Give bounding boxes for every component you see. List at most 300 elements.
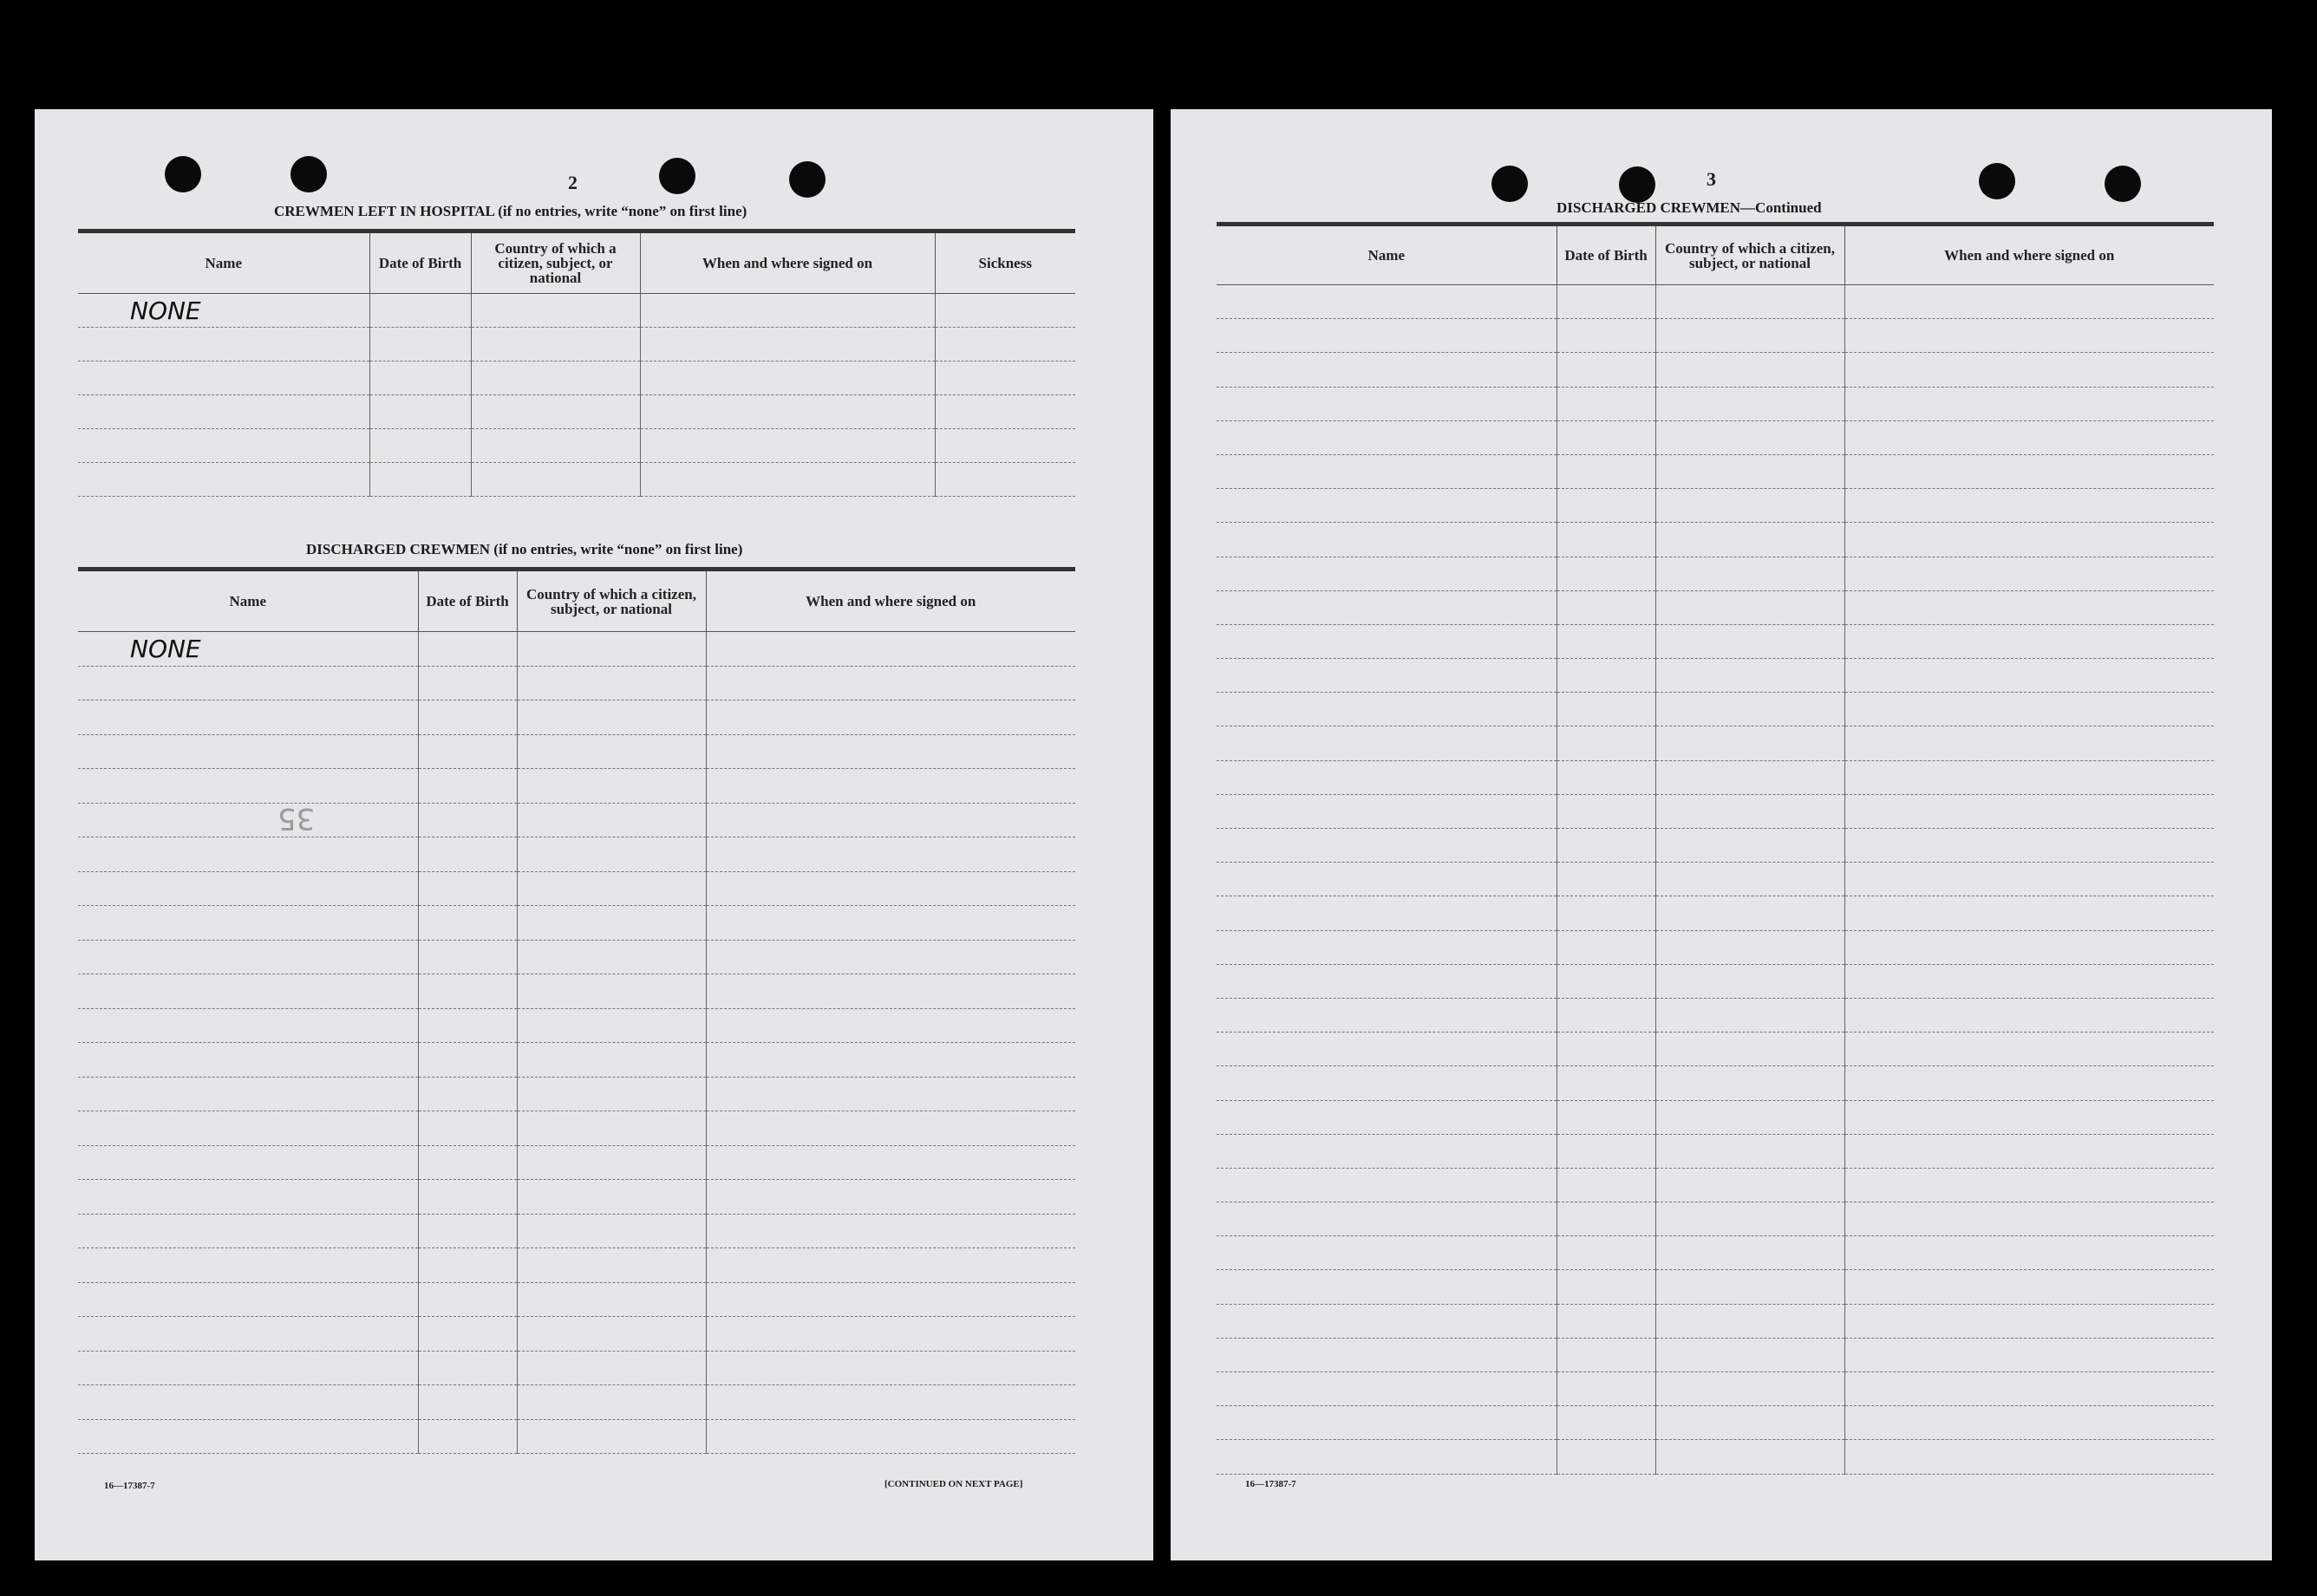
table-cell[interactable] xyxy=(706,803,1075,837)
table-cell[interactable] xyxy=(1217,1100,1557,1134)
table-cell[interactable] xyxy=(78,1077,418,1111)
table-cell[interactable] xyxy=(1217,760,1557,794)
table-cell[interactable] xyxy=(1217,420,1557,454)
table-cell[interactable] xyxy=(1844,863,2214,896)
table-cell[interactable] xyxy=(1655,523,1844,557)
table-cell[interactable] xyxy=(1844,1236,2214,1270)
table-cell[interactable] xyxy=(706,837,1075,872)
table-cell[interactable] xyxy=(706,1419,1075,1454)
table-cell[interactable] xyxy=(78,463,369,497)
table-cell[interactable] xyxy=(517,974,706,1009)
table-cell[interactable] xyxy=(1655,1066,1844,1100)
table-cell[interactable] xyxy=(706,700,1075,735)
page-number: 3 xyxy=(1707,168,1716,190)
table-cell[interactable] xyxy=(1844,896,2214,930)
table-cell[interactable] xyxy=(1844,319,2214,353)
table-cell[interactable] xyxy=(1655,794,1844,828)
table-cell[interactable] xyxy=(1655,930,1844,964)
table-cell[interactable] xyxy=(1217,1202,1557,1236)
table-row xyxy=(78,734,1075,769)
table-cell[interactable] xyxy=(1655,998,1844,1032)
table-cell[interactable] xyxy=(1844,624,2214,658)
table-cell[interactable] xyxy=(78,974,418,1009)
table-cell[interactable] xyxy=(418,1008,517,1043)
table-cell[interactable] xyxy=(418,1317,517,1352)
table-cell[interactable] xyxy=(706,769,1075,804)
table-cell[interactable] xyxy=(706,632,1075,667)
table-cell[interactable] xyxy=(1655,420,1844,454)
table-cell[interactable] xyxy=(517,1248,706,1283)
table-cell[interactable] xyxy=(1655,693,1844,726)
table-cell[interactable] xyxy=(78,1317,418,1352)
table-cell[interactable] xyxy=(1844,693,2214,726)
table-cell[interactable] xyxy=(706,974,1075,1009)
table-cell[interactable] xyxy=(1557,1440,1655,1474)
discharged-title-text: DISCHARGED CREWMEN xyxy=(306,541,491,557)
table-cell[interactable] xyxy=(1655,557,1844,590)
column-header: Name xyxy=(78,231,369,294)
table-cell[interactable] xyxy=(706,666,1075,700)
table-cell[interactable] xyxy=(418,769,517,804)
table-cell[interactable] xyxy=(78,700,418,735)
punch-hole xyxy=(165,156,201,192)
table-cell[interactable] xyxy=(78,666,418,700)
table-cell[interactable] xyxy=(1844,964,2214,998)
table-cell[interactable] xyxy=(517,837,706,872)
table-cell[interactable] xyxy=(706,1317,1075,1352)
table-cell[interactable] xyxy=(418,871,517,906)
table-cell[interactable] xyxy=(78,362,369,395)
table-cell[interactable] xyxy=(1844,454,2214,488)
table-cell[interactable] xyxy=(1217,726,1557,760)
table-cell[interactable] xyxy=(78,837,418,872)
hospital-title-text: CREWMEN LEFT IN HOSPITAL xyxy=(274,203,494,219)
form-number: 16—17387-7 xyxy=(1245,1479,1296,1489)
table-cell[interactable] xyxy=(1844,1134,2214,1168)
table-cell[interactable] xyxy=(1844,1168,2214,1202)
table-row xyxy=(78,395,1075,429)
table-cell[interactable] xyxy=(418,1419,517,1454)
table-cell[interactable] xyxy=(935,328,1075,362)
table-cell[interactable] xyxy=(1557,659,1655,693)
table-cell[interactable] xyxy=(1217,523,1557,557)
table-cell[interactable] xyxy=(706,871,1075,906)
table-cell[interactable] xyxy=(1844,387,2214,420)
table-cell[interactable] xyxy=(1557,1406,1655,1440)
table-cell[interactable] xyxy=(517,1351,706,1385)
table-cell[interactable] xyxy=(517,1180,706,1215)
hospital-section-title xyxy=(274,203,747,220)
table-cell[interactable] xyxy=(517,700,706,735)
table-cell[interactable] xyxy=(1557,1066,1655,1100)
table-cell[interactable] xyxy=(1217,1168,1557,1202)
table-cell[interactable] xyxy=(1655,319,1844,353)
table-cell[interactable] xyxy=(1557,964,1655,998)
column-header: When and where signed on xyxy=(640,231,935,294)
table-cell[interactable] xyxy=(1557,1033,1655,1066)
table-cell[interactable] xyxy=(78,1043,418,1078)
table-cell[interactable] xyxy=(78,429,369,463)
table-cell[interactable] xyxy=(1655,285,1844,319)
table-cell[interactable] xyxy=(471,328,640,362)
table-cell[interactable] xyxy=(1217,659,1557,693)
table-cell[interactable] xyxy=(517,666,706,700)
table-cell[interactable] xyxy=(1217,964,1557,998)
table-row xyxy=(78,1077,1075,1111)
table-cell[interactable] xyxy=(1557,285,1655,319)
table-cell[interactable] xyxy=(1557,1304,1655,1338)
table-cell[interactable] xyxy=(935,362,1075,395)
table-cell[interactable] xyxy=(1844,829,2214,863)
table-cell[interactable] xyxy=(1557,353,1655,387)
table-cell[interactable] xyxy=(418,1282,517,1317)
table-cell[interactable] xyxy=(706,1145,1075,1180)
table-cell[interactable] xyxy=(418,974,517,1009)
table-cell[interactable] xyxy=(78,906,418,941)
table-cell[interactable] xyxy=(1655,1338,1844,1371)
table-cell[interactable] xyxy=(418,1043,517,1078)
table-cell[interactable] xyxy=(78,1180,418,1215)
table-cell[interactable] xyxy=(1655,353,1844,387)
table-cell[interactable] xyxy=(418,1077,517,1111)
table-cell[interactable] xyxy=(78,1145,418,1180)
table-cell[interactable] xyxy=(1557,454,1655,488)
table-cell[interactable] xyxy=(1844,794,2214,828)
table-cell[interactable] xyxy=(1557,794,1655,828)
table-cell[interactable] xyxy=(1844,420,2214,454)
table-cell[interactable] xyxy=(1655,829,1844,863)
table-cell[interactable] xyxy=(418,1385,517,1420)
table-cell[interactable] xyxy=(1844,590,2214,624)
table-cell[interactable] xyxy=(1844,726,2214,760)
table-cell[interactable] xyxy=(1557,1134,1655,1168)
table-cell[interactable] xyxy=(1217,998,1557,1032)
table-cell[interactable] xyxy=(1557,693,1655,726)
table-cell[interactable] xyxy=(706,1043,1075,1078)
table-cell[interactable] xyxy=(1557,726,1655,760)
table-cell[interactable] xyxy=(1655,489,1844,523)
table-cell[interactable] xyxy=(1217,1440,1557,1474)
table-cell[interactable] xyxy=(706,1248,1075,1283)
table-cell[interactable] xyxy=(418,906,517,941)
table-cell[interactable] xyxy=(706,1282,1075,1317)
table-cell[interactable] xyxy=(1844,998,2214,1032)
punch-hole xyxy=(1619,166,1655,203)
table-row xyxy=(1217,624,2214,658)
table-cell[interactable] xyxy=(1844,1338,2214,1371)
table-cell[interactable] xyxy=(1217,896,1557,930)
table-cell[interactable] xyxy=(1844,760,2214,794)
table-cell[interactable] xyxy=(1844,1202,2214,1236)
table-cell[interactable] xyxy=(78,769,418,804)
table-cell[interactable] xyxy=(935,395,1075,429)
table-cell[interactable] xyxy=(1557,1338,1655,1371)
table-cell[interactable] xyxy=(78,1214,418,1248)
table-cell[interactable] xyxy=(1844,1372,2214,1406)
table-cell[interactable] xyxy=(1557,1270,1655,1304)
table-cell[interactable] xyxy=(78,328,369,362)
punch-hole xyxy=(1979,163,2015,199)
table-cell[interactable] xyxy=(1217,1304,1557,1338)
table-cell[interactable] xyxy=(1655,964,1844,998)
table-cell[interactable] xyxy=(418,940,517,974)
table-cell[interactable] xyxy=(1217,1270,1557,1304)
table-row xyxy=(78,463,1075,497)
table-cell[interactable] xyxy=(1844,1100,2214,1134)
table-cell[interactable] xyxy=(1844,930,2214,964)
table-cell[interactable] xyxy=(706,940,1075,974)
table-row xyxy=(78,1180,1075,1215)
table-cell[interactable] xyxy=(78,940,418,974)
table-cell[interactable] xyxy=(1655,624,1844,658)
table-cell[interactable] xyxy=(471,429,640,463)
table-cell[interactable] xyxy=(1217,353,1557,387)
table-cell[interactable] xyxy=(1844,1066,2214,1100)
table-cell[interactable] xyxy=(1655,1372,1844,1406)
table-cell[interactable] xyxy=(1655,1270,1844,1304)
table-cell[interactable] xyxy=(1844,1406,2214,1440)
table-cell[interactable] xyxy=(935,429,1075,463)
table-cell[interactable] xyxy=(517,803,706,837)
column-header: Country of which a citizen, subject, or national xyxy=(1655,225,1844,285)
discharged-title-note: (if no entries, write “none” on first line) xyxy=(493,541,743,557)
table-cell[interactable] xyxy=(1557,829,1655,863)
table-cell[interactable] xyxy=(1217,557,1557,590)
table-row xyxy=(1217,998,2214,1032)
table-cell[interactable] xyxy=(1557,319,1655,353)
table-row xyxy=(1217,1270,2214,1304)
table-row xyxy=(78,666,1075,700)
table-cell[interactable] xyxy=(1844,557,2214,590)
table-cell[interactable] xyxy=(1217,1066,1557,1100)
table-cell[interactable] xyxy=(1655,1033,1844,1066)
table-cell[interactable] xyxy=(1844,1033,2214,1066)
table-cell[interactable] xyxy=(78,395,369,429)
table-cell[interactable] xyxy=(418,1214,517,1248)
table-cell[interactable] xyxy=(1844,1440,2214,1474)
table-cell[interactable] xyxy=(1655,659,1844,693)
table-cell[interactable] xyxy=(517,1043,706,1078)
table-cell[interactable] xyxy=(369,395,471,429)
table-cell[interactable] xyxy=(517,871,706,906)
table-cell[interactable] xyxy=(1557,896,1655,930)
table-cell[interactable] xyxy=(640,429,935,463)
table-cell[interactable] xyxy=(1217,319,1557,353)
table-cell[interactable] xyxy=(640,294,935,328)
table-cell[interactable] xyxy=(706,1351,1075,1385)
table-cell[interactable] xyxy=(1217,1236,1557,1270)
table-cell[interactable] xyxy=(418,1111,517,1146)
table-cell[interactable] xyxy=(706,1385,1075,1420)
table-cell[interactable] xyxy=(1557,557,1655,590)
table-cell[interactable] xyxy=(517,1111,706,1146)
table-cell[interactable] xyxy=(1844,1270,2214,1304)
table-cell[interactable] xyxy=(935,294,1075,328)
table-cell[interactable]: NONE xyxy=(78,294,369,328)
table-cell[interactable] xyxy=(1217,829,1557,863)
table-cell[interactable] xyxy=(1217,454,1557,488)
table-cell[interactable] xyxy=(1655,896,1844,930)
table-cell[interactable] xyxy=(1217,489,1557,523)
table-cell[interactable] xyxy=(517,1317,706,1352)
table-cell[interactable] xyxy=(1217,930,1557,964)
table-cell[interactable] xyxy=(517,1077,706,1111)
table-cell[interactable] xyxy=(706,1111,1075,1146)
table-cell[interactable] xyxy=(517,1145,706,1180)
table-row xyxy=(78,1351,1075,1385)
table-cell[interactable] xyxy=(78,803,418,837)
table-cell[interactable] xyxy=(369,294,471,328)
table-cell[interactable] xyxy=(1557,624,1655,658)
table-row xyxy=(1217,1134,2214,1168)
table-cell[interactable] xyxy=(78,871,418,906)
table-cell[interactable] xyxy=(1557,1372,1655,1406)
table-cell[interactable] xyxy=(517,1214,706,1248)
table-cell[interactable] xyxy=(706,1077,1075,1111)
table-cell[interactable] xyxy=(640,362,935,395)
table-cell[interactable] xyxy=(418,1351,517,1385)
punch-hole xyxy=(1491,166,1528,202)
table-cell[interactable] xyxy=(706,1214,1075,1248)
table-cell[interactable] xyxy=(418,837,517,872)
table-cell[interactable] xyxy=(1655,1100,1844,1134)
table-cell[interactable] xyxy=(418,666,517,700)
table-cell[interactable] xyxy=(1655,1134,1844,1168)
table-row xyxy=(78,871,1075,906)
table-cell[interactable] xyxy=(369,362,471,395)
table-cell[interactable] xyxy=(369,463,471,497)
table-cell[interactable] xyxy=(640,463,935,497)
table-cell[interactable] xyxy=(517,1385,706,1420)
table-cell[interactable] xyxy=(1217,285,1557,319)
table-cell[interactable] xyxy=(1655,1168,1844,1202)
table-cell[interactable] xyxy=(1655,863,1844,896)
punch-hole xyxy=(659,158,695,194)
table-cell[interactable] xyxy=(1557,1236,1655,1270)
table-cell[interactable] xyxy=(369,328,471,362)
column-header: When and where signed on xyxy=(706,570,1075,632)
table-cell[interactable] xyxy=(1655,726,1844,760)
discharged-section-title xyxy=(306,541,742,558)
table-cell[interactable] xyxy=(935,463,1075,497)
table-row xyxy=(78,837,1075,872)
table-cell[interactable] xyxy=(1217,1134,1557,1168)
table-cell[interactable] xyxy=(640,328,935,362)
table-cell[interactable] xyxy=(1557,387,1655,420)
table-cell[interactable] xyxy=(706,734,1075,769)
table-cell[interactable] xyxy=(1217,1372,1557,1406)
table-cell[interactable] xyxy=(1655,1440,1844,1474)
table-cell[interactable] xyxy=(1655,387,1844,420)
table-cell[interactable] xyxy=(471,362,640,395)
table-cell[interactable] xyxy=(1217,794,1557,828)
table-cell[interactable] xyxy=(1655,1406,1844,1440)
table-cell[interactable] xyxy=(1217,693,1557,726)
table-cell[interactable] xyxy=(1557,590,1655,624)
table-row xyxy=(78,328,1075,362)
table-cell[interactable] xyxy=(418,700,517,735)
table-cell[interactable] xyxy=(1844,1304,2214,1338)
table-cell[interactable] xyxy=(78,1282,418,1317)
table-cell[interactable] xyxy=(418,1248,517,1283)
table-cell[interactable] xyxy=(78,1351,418,1385)
table-cell[interactable] xyxy=(517,940,706,974)
column-header: Sickness xyxy=(935,231,1075,294)
table-cell[interactable] xyxy=(1844,285,2214,319)
table-cell[interactable] xyxy=(1557,760,1655,794)
table-cell[interactable] xyxy=(1217,1338,1557,1371)
table-cell[interactable] xyxy=(517,734,706,769)
table-cell[interactable] xyxy=(1844,659,2214,693)
table-cell[interactable] xyxy=(517,1282,706,1317)
table-cell[interactable] xyxy=(78,734,418,769)
table-cell[interactable] xyxy=(1557,998,1655,1032)
table-cell[interactable] xyxy=(78,1419,418,1454)
table-cell[interactable] xyxy=(78,1111,418,1146)
table-cell[interactable] xyxy=(706,1180,1075,1215)
table-cell[interactable] xyxy=(640,395,935,429)
table-cell[interactable] xyxy=(1557,1202,1655,1236)
table-cell[interactable] xyxy=(1557,930,1655,964)
table-cell[interactable] xyxy=(369,429,471,463)
table-cell[interactable] xyxy=(471,395,640,429)
table-cell[interactable] xyxy=(1217,1033,1557,1066)
table-cell[interactable] xyxy=(1557,863,1655,896)
table-cell[interactable] xyxy=(1655,760,1844,794)
table-cell[interactable] xyxy=(1217,624,1557,658)
table-cell[interactable] xyxy=(1217,387,1557,420)
table-row xyxy=(1217,387,2214,420)
table-cell[interactable]: NONE xyxy=(78,632,418,667)
table-cell[interactable] xyxy=(1557,489,1655,523)
table-cell[interactable] xyxy=(1217,1406,1557,1440)
table-cell[interactable] xyxy=(471,294,640,328)
table-cell[interactable] xyxy=(418,1145,517,1180)
table-cell[interactable] xyxy=(1655,454,1844,488)
table-cell[interactable] xyxy=(1557,1100,1655,1134)
table-cell[interactable] xyxy=(1655,1304,1844,1338)
table-cell[interactable] xyxy=(1557,1168,1655,1202)
table-cell[interactable] xyxy=(418,734,517,769)
table-cell[interactable] xyxy=(1655,1236,1844,1270)
table-cell[interactable] xyxy=(1844,353,2214,387)
table-cell[interactable] xyxy=(1655,590,1844,624)
table-cell[interactable] xyxy=(1655,1202,1844,1236)
table-cell[interactable] xyxy=(418,632,517,667)
table-cell[interactable] xyxy=(418,803,517,837)
table-cell[interactable] xyxy=(78,1248,418,1283)
page-number: 2 xyxy=(568,172,578,193)
table-cell[interactable] xyxy=(1844,489,2214,523)
column-header: Country of which a citizen, subject, or national xyxy=(517,570,706,632)
table-cell[interactable] xyxy=(1217,590,1557,624)
table-cell[interactable] xyxy=(517,632,706,667)
table-cell[interactable] xyxy=(1557,523,1655,557)
table-cell[interactable] xyxy=(418,1180,517,1215)
table-cell[interactable] xyxy=(78,1385,418,1420)
table-cell[interactable] xyxy=(517,1008,706,1043)
table-cell[interactable] xyxy=(517,906,706,941)
table-cell[interactable] xyxy=(517,769,706,804)
table-cell[interactable] xyxy=(706,1008,1075,1043)
table-cell[interactable] xyxy=(517,1419,706,1454)
table-cell[interactable] xyxy=(1844,523,2214,557)
table-cell[interactable] xyxy=(1217,863,1557,896)
table-cell[interactable] xyxy=(78,1008,418,1043)
table-cell[interactable] xyxy=(471,463,640,497)
table-cell[interactable] xyxy=(706,906,1075,941)
table-cell[interactable] xyxy=(1557,420,1655,454)
